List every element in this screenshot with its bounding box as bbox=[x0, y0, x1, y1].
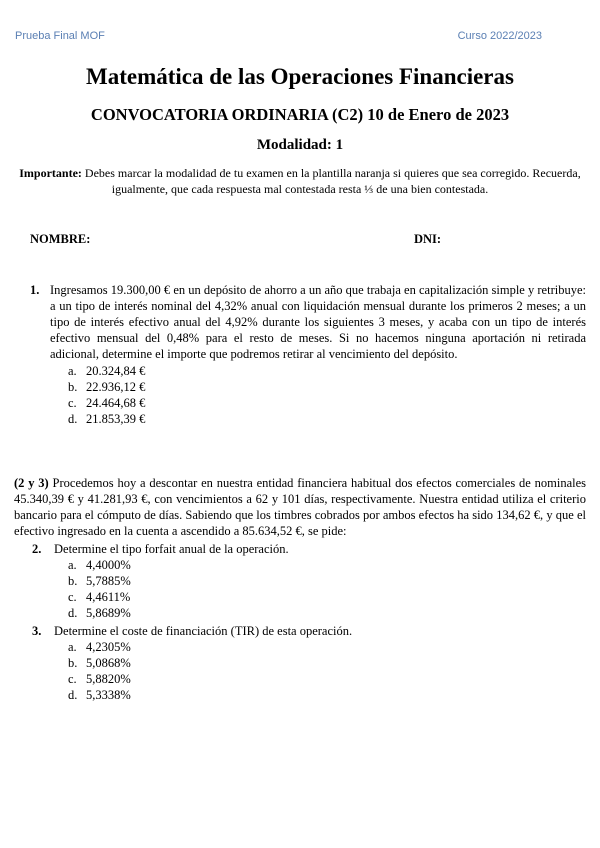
notice-text: Debes marcar la modalidad de tu examen en la plantilla naranja si quieres que sea corregido. Recuerda, igualmente, que cada respuesta mal contestada resta ⅓ de una bien contestada. bbox=[81, 166, 581, 196]
question-1-options bbox=[68, 363, 586, 427]
option-letter: b. bbox=[68, 380, 78, 394]
option-letter: d. bbox=[68, 412, 78, 426]
option-d bbox=[68, 411, 586, 427]
option-a bbox=[68, 363, 586, 379]
question-3-number: 3. bbox=[32, 624, 42, 638]
questions-2-3-label: (2 y 3) bbox=[14, 476, 49, 490]
option-letter: d. bbox=[68, 606, 78, 620]
option-letter: c. bbox=[68, 672, 77, 686]
option-value: 5,8820% bbox=[86, 672, 131, 686]
option-letter: c. bbox=[68, 396, 77, 410]
dni-field-label: DNI: bbox=[414, 232, 442, 246]
question-1-number: 1. bbox=[30, 283, 40, 297]
option-value: 5,8689% bbox=[86, 606, 131, 620]
question-2-text: Determine el tipo forfait anual de la operación. bbox=[54, 542, 289, 556]
option-value: 5,3338% bbox=[86, 688, 131, 702]
question-1 bbox=[30, 282, 586, 427]
option-b bbox=[68, 379, 586, 395]
option-value: 5,0868% bbox=[86, 656, 131, 670]
notice-label: Importante: bbox=[19, 166, 82, 180]
option-value: 4,4000% bbox=[86, 558, 131, 572]
exam-modality: Modalidad: 1 bbox=[256, 137, 344, 153]
option-b bbox=[68, 573, 586, 589]
option-c bbox=[68, 589, 586, 605]
option-c bbox=[68, 671, 586, 687]
option-d bbox=[68, 605, 586, 621]
option-letter: b. bbox=[68, 574, 78, 588]
option-value: 4,4611% bbox=[86, 590, 131, 604]
option-value: 24.464,68 € bbox=[86, 396, 146, 410]
question-2 bbox=[32, 541, 586, 557]
question-1-text: Ingresamos 19.300,00 € en un depósito de ahorro a un año que trabaja en capitalización simple y retribuye: a un tipo de interés nominal del 4,32% anual con liquidación mensual durante los primeros 2 meses; a un tipo de interés efectivo anual del 4,92% durante los siguientes 3 meses, y acaba con un tipo de interés efectivo mensual del 0,48% para el resto de meses. Si no hacemos ninguna aportación ni retirada adicional, determine el importe que podremos retirar al vencimiento del depósito. bbox=[50, 283, 586, 361]
option-letter: a. bbox=[68, 640, 77, 654]
option-value: 4,2305% bbox=[86, 640, 131, 654]
option-a bbox=[68, 557, 586, 573]
page-header bbox=[15, 30, 542, 42]
option-value: 22.936,12 € bbox=[86, 380, 146, 394]
questions-2-3-statement bbox=[14, 475, 586, 539]
questions-2-3-text: Procedemos hoy a descontar en nuestra entidad financiera habitual dos efectos comerciales de nominales 45.340,39 € y 41.281,93 €, con vencimientos a 62 y 101 días, respectivamente. Nuestra entidad utiliza el criterio bancario para el cómputo de días. Sabiendo que los timbres cobrados por ambos efectos ha sido 134,62 €, y que el efectivo ingresado en la cuenta a ascendido a 85.634,52 €, se pide: bbox=[14, 476, 587, 538]
option-value: 20.324,84 € bbox=[86, 364, 146, 378]
questions-2-3 bbox=[14, 475, 586, 703]
question-2-number: 2. bbox=[32, 542, 42, 556]
option-a bbox=[68, 639, 586, 655]
option-d bbox=[68, 687, 586, 703]
option-letter: a. bbox=[68, 558, 77, 572]
header-course-name: Prueba Final MOF bbox=[15, 30, 105, 42]
option-c bbox=[68, 395, 586, 411]
option-letter: b. bbox=[68, 656, 78, 670]
header-academic-year: Curso 2022/2023 bbox=[457, 30, 542, 42]
option-value: 21.853,39 € bbox=[86, 412, 146, 426]
option-letter: d. bbox=[68, 688, 78, 702]
name-field-label: NOMBRE: bbox=[30, 232, 91, 246]
option-letter: a. bbox=[68, 364, 77, 378]
question-3-options bbox=[68, 639, 586, 703]
exam-subtitle: CONVOCATORIA ORDINARIA (C2) 10 de Enero de 2023 bbox=[90, 105, 510, 124]
option-letter: c. bbox=[68, 590, 77, 604]
option-b bbox=[68, 655, 586, 671]
exam-title: Matemática de las Operaciones Financieras bbox=[86, 64, 514, 89]
question-2-options bbox=[68, 557, 586, 621]
important-notice bbox=[10, 165, 590, 197]
question-3-text: Determine el coste de financiación (TIR) de esta operación. bbox=[54, 624, 353, 638]
question-3 bbox=[32, 623, 586, 639]
option-value: 5,7885% bbox=[86, 574, 131, 588]
